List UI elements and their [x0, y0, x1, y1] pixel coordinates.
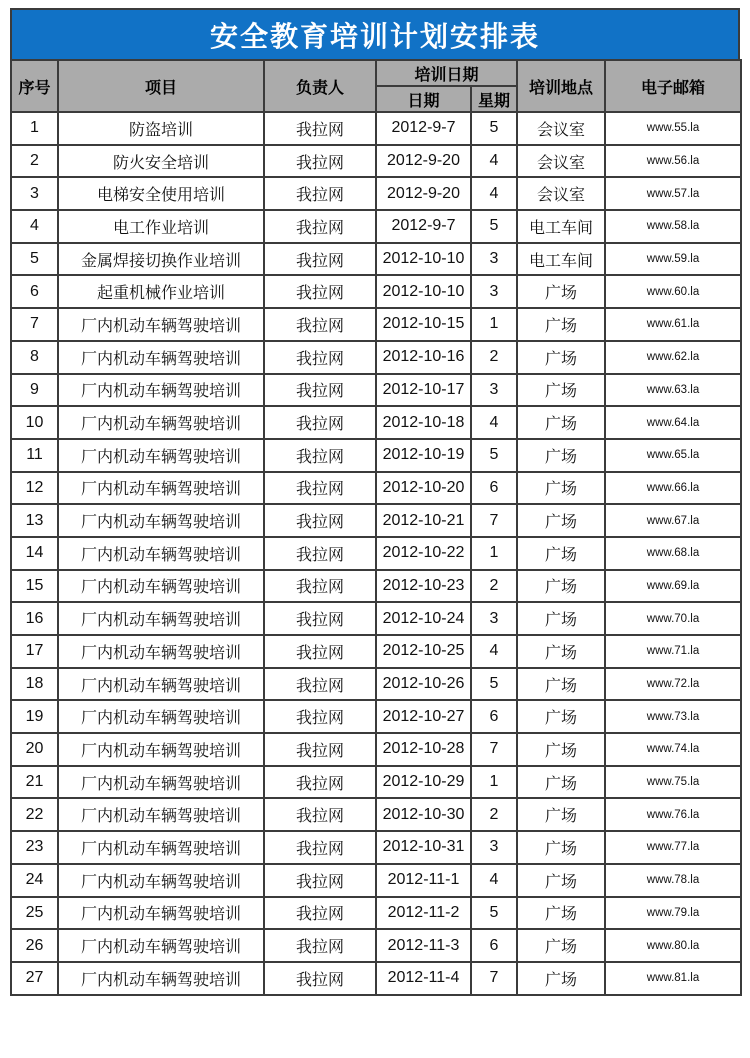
- cell-email: www.75.la: [605, 766, 741, 799]
- col-header-weekday: 星期: [471, 86, 517, 112]
- cell-email: www.77.la: [605, 831, 741, 864]
- cell-project: 金属焊接切换作业培训: [58, 243, 264, 276]
- cell-email: www.61.la: [605, 308, 741, 341]
- cell-weekday: 4: [471, 406, 517, 439]
- cell-owner: 我拉网: [264, 570, 376, 603]
- cell-project: 厂内机动车辆驾驶培训: [58, 504, 264, 537]
- table-row: [11, 897, 741, 930]
- cell-email: www.57.la: [605, 177, 741, 210]
- cell-weekday: 4: [471, 635, 517, 668]
- cell-index: 6: [11, 275, 58, 308]
- table-row: [11, 831, 741, 864]
- table-row: [11, 733, 741, 766]
- col-header-location: 培训地点: [517, 60, 605, 112]
- table-row: [11, 798, 741, 831]
- cell-location: 广场: [517, 602, 605, 635]
- table-row: [11, 537, 741, 570]
- cell-email: www.80.la: [605, 929, 741, 962]
- cell-date: 2012-10-28: [376, 733, 471, 766]
- cell-location: 广场: [517, 504, 605, 537]
- cell-weekday: 4: [471, 145, 517, 178]
- cell-location: 广场: [517, 962, 605, 995]
- cell-location: 广场: [517, 275, 605, 308]
- cell-project: 厂内机动车辆驾驶培训: [58, 308, 264, 341]
- cell-project: 厂内机动车辆驾驶培训: [58, 962, 264, 995]
- cell-owner: 我拉网: [264, 406, 376, 439]
- cell-date: 2012-10-17: [376, 374, 471, 407]
- cell-owner: 我拉网: [264, 798, 376, 831]
- cell-location: 广场: [517, 831, 605, 864]
- table-row: [11, 668, 741, 701]
- cell-email: www.78.la: [605, 864, 741, 897]
- cell-email: www.76.la: [605, 798, 741, 831]
- cell-index: 3: [11, 177, 58, 210]
- cell-email: www.62.la: [605, 341, 741, 374]
- table-row: [11, 177, 741, 210]
- table-row: [11, 570, 741, 603]
- cell-location: 广场: [517, 570, 605, 603]
- cell-owner: 我拉网: [264, 733, 376, 766]
- cell-location: 广场: [517, 406, 605, 439]
- cell-date: 2012-10-26: [376, 668, 471, 701]
- cell-location: 广场: [517, 798, 605, 831]
- schedule-sheet: [10, 8, 740, 996]
- cell-date: 2012-9-20: [376, 177, 471, 210]
- cell-owner: 我拉网: [264, 700, 376, 733]
- cell-email: www.58.la: [605, 210, 741, 243]
- training-schedule-table: [10, 59, 742, 996]
- cell-email: www.64.la: [605, 406, 741, 439]
- cell-index: 22: [11, 798, 58, 831]
- cell-date: 2012-11-2: [376, 897, 471, 930]
- cell-email: www.79.la: [605, 897, 741, 930]
- cell-owner: 我拉网: [264, 766, 376, 799]
- table-row: [11, 962, 741, 995]
- page-title: 安全教育培训计划安排表: [209, 20, 540, 52]
- cell-index: 20: [11, 733, 58, 766]
- cell-date: 2012-10-30: [376, 798, 471, 831]
- cell-email: www.65.la: [605, 439, 741, 472]
- cell-email: www.81.la: [605, 962, 741, 995]
- cell-project: 起重机械作业培训: [58, 275, 264, 308]
- cell-weekday: 4: [471, 864, 517, 897]
- cell-index: 19: [11, 700, 58, 733]
- cell-email: www.71.la: [605, 635, 741, 668]
- cell-index: 14: [11, 537, 58, 570]
- cell-project: 厂内机动车辆驾驶培训: [58, 897, 264, 930]
- cell-location: 电工车间: [517, 243, 605, 276]
- cell-email: www.72.la: [605, 668, 741, 701]
- cell-index: 16: [11, 602, 58, 635]
- cell-date: 2012-10-20: [376, 472, 471, 505]
- table-row: [11, 700, 741, 733]
- cell-owner: 我拉网: [264, 864, 376, 897]
- cell-owner: 我拉网: [264, 962, 376, 995]
- cell-project: 厂内机动车辆驾驶培训: [58, 635, 264, 668]
- cell-project: 电工作业培训: [58, 210, 264, 243]
- cell-weekday: 7: [471, 733, 517, 766]
- cell-email: www.68.la: [605, 537, 741, 570]
- cell-index: 24: [11, 864, 58, 897]
- cell-date: 2012-10-19: [376, 439, 471, 472]
- cell-project: 厂内机动车辆驾驶培训: [58, 766, 264, 799]
- cell-location: 会议室: [517, 112, 605, 145]
- cell-project: 厂内机动车辆驾驶培训: [58, 374, 264, 407]
- cell-email: www.63.la: [605, 374, 741, 407]
- cell-index: 12: [11, 472, 58, 505]
- cell-index: 21: [11, 766, 58, 799]
- cell-date: 2012-10-10: [376, 275, 471, 308]
- cell-date: 2012-9-7: [376, 210, 471, 243]
- cell-weekday: 3: [471, 275, 517, 308]
- cell-weekday: 3: [471, 374, 517, 407]
- cell-index: 23: [11, 831, 58, 864]
- col-header-date: 日期: [376, 86, 471, 112]
- cell-owner: 我拉网: [264, 504, 376, 537]
- cell-location: 广场: [517, 864, 605, 897]
- cell-location: 广场: [517, 700, 605, 733]
- cell-owner: 我拉网: [264, 341, 376, 374]
- cell-weekday: 1: [471, 308, 517, 341]
- cell-date: 2012-10-23: [376, 570, 471, 603]
- cell-date: 2012-9-20: [376, 145, 471, 178]
- cell-location: 广场: [517, 635, 605, 668]
- table-row: [11, 602, 741, 635]
- cell-index: 5: [11, 243, 58, 276]
- cell-date: 2012-10-16: [376, 341, 471, 374]
- cell-location: 广场: [517, 766, 605, 799]
- cell-project: 厂内机动车辆驾驶培训: [58, 439, 264, 472]
- cell-weekday: 6: [471, 472, 517, 505]
- cell-date: 2012-10-10: [376, 243, 471, 276]
- cell-weekday: 2: [471, 798, 517, 831]
- cell-email: www.56.la: [605, 145, 741, 178]
- cell-project: 防火安全培训: [58, 145, 264, 178]
- cell-project: 厂内机动车辆驾驶培训: [58, 537, 264, 570]
- cell-project: 防盗培训: [58, 112, 264, 145]
- cell-owner: 我拉网: [264, 602, 376, 635]
- cell-project: 厂内机动车辆驾驶培训: [58, 733, 264, 766]
- cell-location: 广场: [517, 472, 605, 505]
- cell-project: 电梯安全使用培训: [58, 177, 264, 210]
- cell-email: www.74.la: [605, 733, 741, 766]
- cell-weekday: 6: [471, 929, 517, 962]
- cell-location: 会议室: [517, 145, 605, 178]
- table-row: [11, 374, 741, 407]
- cell-weekday: 2: [471, 341, 517, 374]
- cell-owner: 我拉网: [264, 275, 376, 308]
- cell-date: 2012-10-21: [376, 504, 471, 537]
- cell-index: 27: [11, 962, 58, 995]
- cell-weekday: 5: [471, 210, 517, 243]
- cell-date: 2012-10-24: [376, 602, 471, 635]
- cell-email: www.60.la: [605, 275, 741, 308]
- cell-owner: 我拉网: [264, 439, 376, 472]
- cell-location: 电工车间: [517, 210, 605, 243]
- cell-index: 15: [11, 570, 58, 603]
- cell-owner: 我拉网: [264, 929, 376, 962]
- cell-index: 25: [11, 897, 58, 930]
- cell-email: www.70.la: [605, 602, 741, 635]
- cell-project: 厂内机动车辆驾驶培训: [58, 602, 264, 635]
- cell-owner: 我拉网: [264, 243, 376, 276]
- table-header: [11, 60, 741, 112]
- table-row: [11, 864, 741, 897]
- cell-index: 9: [11, 374, 58, 407]
- cell-owner: 我拉网: [264, 472, 376, 505]
- cell-location: 广场: [517, 897, 605, 930]
- cell-owner: 我拉网: [264, 374, 376, 407]
- cell-weekday: 5: [471, 439, 517, 472]
- col-header-date-group: 培训日期: [376, 60, 517, 86]
- cell-project: 厂内机动车辆驾驶培训: [58, 406, 264, 439]
- cell-location: 广场: [517, 733, 605, 766]
- cell-weekday: 4: [471, 177, 517, 210]
- table-row: [11, 766, 741, 799]
- table-row: [11, 929, 741, 962]
- cell-date: 2012-10-29: [376, 766, 471, 799]
- col-header-index: 序号: [11, 60, 58, 112]
- cell-weekday: 5: [471, 112, 517, 145]
- cell-index: 8: [11, 341, 58, 374]
- cell-weekday: 3: [471, 831, 517, 864]
- cell-index: 4: [11, 210, 58, 243]
- table-row: [11, 210, 741, 243]
- cell-index: 1: [11, 112, 58, 145]
- cell-weekday: 3: [471, 243, 517, 276]
- cell-location: 广场: [517, 308, 605, 341]
- table-row: [11, 145, 741, 178]
- cell-index: 17: [11, 635, 58, 668]
- cell-index: 7: [11, 308, 58, 341]
- cell-weekday: 6: [471, 700, 517, 733]
- cell-email: www.67.la: [605, 504, 741, 537]
- table-row: [11, 635, 741, 668]
- cell-owner: 我拉网: [264, 897, 376, 930]
- cell-project: 厂内机动车辆驾驶培训: [58, 570, 264, 603]
- table-row: [11, 112, 741, 145]
- cell-project: 厂内机动车辆驾驶培训: [58, 472, 264, 505]
- cell-location: 会议室: [517, 177, 605, 210]
- cell-index: 18: [11, 668, 58, 701]
- cell-date: 2012-9-7: [376, 112, 471, 145]
- cell-weekday: 3: [471, 602, 517, 635]
- cell-email: www.55.la: [605, 112, 741, 145]
- cell-location: 广场: [517, 439, 605, 472]
- cell-index: 13: [11, 504, 58, 537]
- cell-project: 厂内机动车辆驾驶培训: [58, 798, 264, 831]
- cell-date: 2012-10-22: [376, 537, 471, 570]
- cell-email: www.69.la: [605, 570, 741, 603]
- cell-index: 11: [11, 439, 58, 472]
- cell-project: 厂内机动车辆驾驶培训: [58, 864, 264, 897]
- cell-date: 2012-11-4: [376, 962, 471, 995]
- cell-project: 厂内机动车辆驾驶培训: [58, 831, 264, 864]
- cell-project: 厂内机动车辆驾驶培训: [58, 341, 264, 374]
- cell-project: 厂内机动车辆驾驶培训: [58, 700, 264, 733]
- title-bar: [10, 8, 740, 59]
- table-row: [11, 472, 741, 505]
- cell-owner: 我拉网: [264, 210, 376, 243]
- cell-weekday: 7: [471, 504, 517, 537]
- cell-location: 广场: [517, 668, 605, 701]
- cell-email: www.59.la: [605, 243, 741, 276]
- col-header-owner: 负责人: [264, 60, 376, 112]
- table-row: [11, 308, 741, 341]
- cell-owner: 我拉网: [264, 635, 376, 668]
- cell-owner: 我拉网: [264, 177, 376, 210]
- cell-email: www.73.la: [605, 700, 741, 733]
- col-header-project: 项目: [58, 60, 264, 112]
- cell-date: 2012-10-18: [376, 406, 471, 439]
- cell-date: 2012-10-15: [376, 308, 471, 341]
- cell-location: 广场: [517, 537, 605, 570]
- table-row: [11, 439, 741, 472]
- cell-date: 2012-10-27: [376, 700, 471, 733]
- cell-email: www.66.la: [605, 472, 741, 505]
- cell-owner: 我拉网: [264, 537, 376, 570]
- table-body: [11, 112, 741, 995]
- table-row: [11, 243, 741, 276]
- cell-index: 2: [11, 145, 58, 178]
- cell-weekday: 1: [471, 537, 517, 570]
- cell-owner: 我拉网: [264, 308, 376, 341]
- cell-owner: 我拉网: [264, 112, 376, 145]
- cell-date: 2012-10-31: [376, 831, 471, 864]
- cell-weekday: 2: [471, 570, 517, 603]
- table-row: [11, 504, 741, 537]
- cell-owner: 我拉网: [264, 668, 376, 701]
- cell-location: 广场: [517, 929, 605, 962]
- cell-date: 2012-11-3: [376, 929, 471, 962]
- cell-date: 2012-10-25: [376, 635, 471, 668]
- cell-location: 广场: [517, 341, 605, 374]
- cell-project: 厂内机动车辆驾驶培训: [58, 929, 264, 962]
- cell-project: 厂内机动车辆驾驶培训: [58, 668, 264, 701]
- cell-weekday: 5: [471, 897, 517, 930]
- table-row: [11, 406, 741, 439]
- cell-owner: 我拉网: [264, 831, 376, 864]
- cell-weekday: 7: [471, 962, 517, 995]
- cell-date: 2012-11-1: [376, 864, 471, 897]
- cell-weekday: 5: [471, 668, 517, 701]
- cell-weekday: 1: [471, 766, 517, 799]
- table-row: [11, 341, 741, 374]
- col-header-email: 电子邮箱: [605, 60, 741, 112]
- cell-index: 10: [11, 406, 58, 439]
- cell-location: 广场: [517, 374, 605, 407]
- cell-owner: 我拉网: [264, 145, 376, 178]
- cell-index: 26: [11, 929, 58, 962]
- table-row: [11, 275, 741, 308]
